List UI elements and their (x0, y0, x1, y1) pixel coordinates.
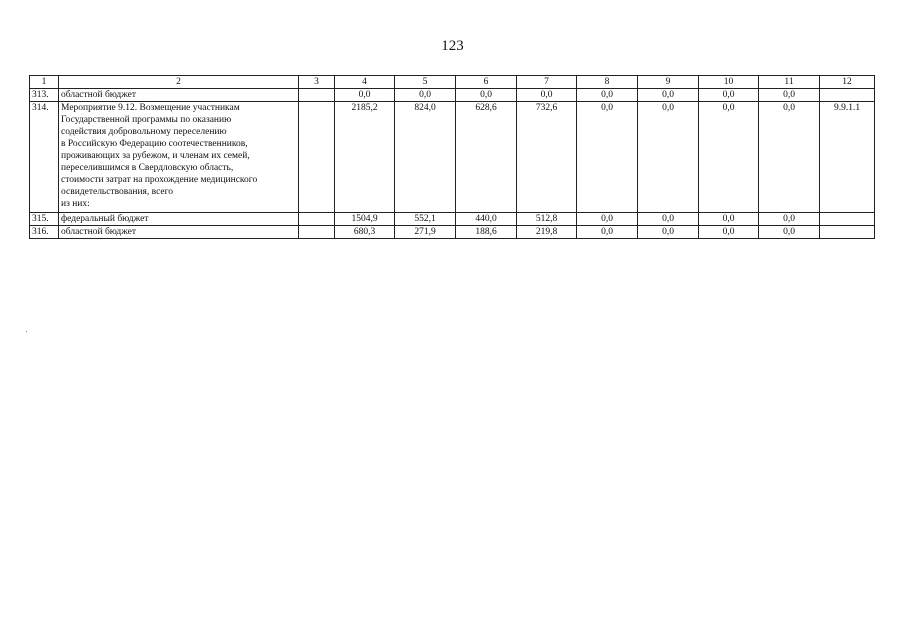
target-code-cell (820, 226, 875, 239)
value-cell: 0,0 (759, 226, 820, 239)
header-row (30, 76, 875, 89)
value-cell: 271,9 (395, 226, 456, 239)
value-cell: 0,0 (638, 102, 699, 213)
value-cell: 0,0 (577, 226, 638, 239)
row-description (59, 226, 299, 239)
value-cell: 0,0 (456, 89, 517, 102)
value-cell: 0,0 (577, 213, 638, 226)
target-code-cell (820, 89, 875, 102)
column-header: 5 (395, 76, 456, 89)
table-row (30, 226, 875, 239)
value-cell: 0,0 (638, 226, 699, 239)
column-header: 11 (759, 76, 820, 89)
value-cell: 1504,9 (335, 213, 395, 226)
table-row (30, 89, 875, 102)
description-line: Мероприятие 9.12. Возмещение участникам (61, 103, 240, 113)
value-cell: 0,0 (517, 89, 577, 102)
value-cell: 0,0 (395, 89, 456, 102)
description-line: освидетельствования, всего (61, 187, 174, 197)
col3-cell (299, 226, 335, 239)
target-code-cell (820, 213, 875, 226)
value-cell: 824,0 (395, 102, 456, 213)
column-header: 4 (335, 76, 395, 89)
value-cell: 0,0 (759, 102, 820, 213)
col3-cell (299, 102, 335, 213)
row-number: 313. (30, 89, 59, 102)
description-line: в Российскую Федерацию соотечественников, (61, 139, 248, 149)
target-code-cell: 9.9.1.1 (820, 102, 875, 213)
value-cell: 440,0 (456, 213, 517, 226)
column-header: 7 (517, 76, 577, 89)
value-cell: 0,0 (759, 89, 820, 102)
value-cell: 0,0 (699, 102, 759, 213)
value-cell: 732,6 (517, 102, 577, 213)
value-cell: 219,8 (517, 226, 577, 239)
row-description (59, 102, 299, 213)
column-header: 6 (456, 76, 517, 89)
col3-cell (299, 213, 335, 226)
column-header: 10 (699, 76, 759, 89)
value-cell: 0,0 (759, 213, 820, 226)
table-row (30, 213, 875, 226)
column-header: 1 (30, 76, 59, 89)
column-header: 8 (577, 76, 638, 89)
value-cell: 0,0 (699, 213, 759, 226)
row-number: 314. (30, 102, 59, 213)
column-header: 12 (820, 76, 875, 89)
description-line: из них: (61, 199, 90, 209)
value-cell: 188,6 (456, 226, 517, 239)
row-description (59, 89, 299, 102)
value-cell: 0,0 (699, 226, 759, 239)
row-description (59, 213, 299, 226)
value-cell: 512,8 (517, 213, 577, 226)
table-row (30, 102, 875, 213)
description-line: областной бюджет (61, 90, 137, 100)
column-header: 9 (638, 76, 699, 89)
description-line: переселившимся в Свердловскую область, (61, 163, 234, 173)
column-header: 2 (59, 76, 299, 89)
value-cell: 0,0 (577, 89, 638, 102)
value-cell: 0,0 (577, 102, 638, 213)
value-cell: 628,6 (456, 102, 517, 213)
description-line: федеральный бюджет (61, 214, 149, 224)
page-number: 123 (441, 38, 464, 54)
value-cell: 680,3 (335, 226, 395, 239)
value-cell: 0,0 (638, 89, 699, 102)
description-line: проживающих за рубежом, и членам их семей, (61, 151, 250, 161)
value-cell: 552,1 (395, 213, 456, 226)
description-line: областной бюджет (61, 227, 137, 237)
row-number: 316. (30, 226, 59, 239)
scan-speck (26, 331, 27, 332)
value-cell: 0,0 (335, 89, 395, 102)
col3-cell (299, 89, 335, 102)
description-line: стоимости затрат на прохождение медицинского (61, 175, 258, 185)
value-cell: 2185,2 (335, 102, 395, 213)
budget-table (29, 75, 875, 239)
value-cell: 0,0 (699, 89, 759, 102)
column-header: 3 (299, 76, 335, 89)
description-line: содействия добровольному переселению (61, 127, 227, 137)
value-cell: 0,0 (638, 213, 699, 226)
row-number: 315. (30, 213, 59, 226)
description-line: Государственной программы по оказанию (61, 115, 232, 125)
